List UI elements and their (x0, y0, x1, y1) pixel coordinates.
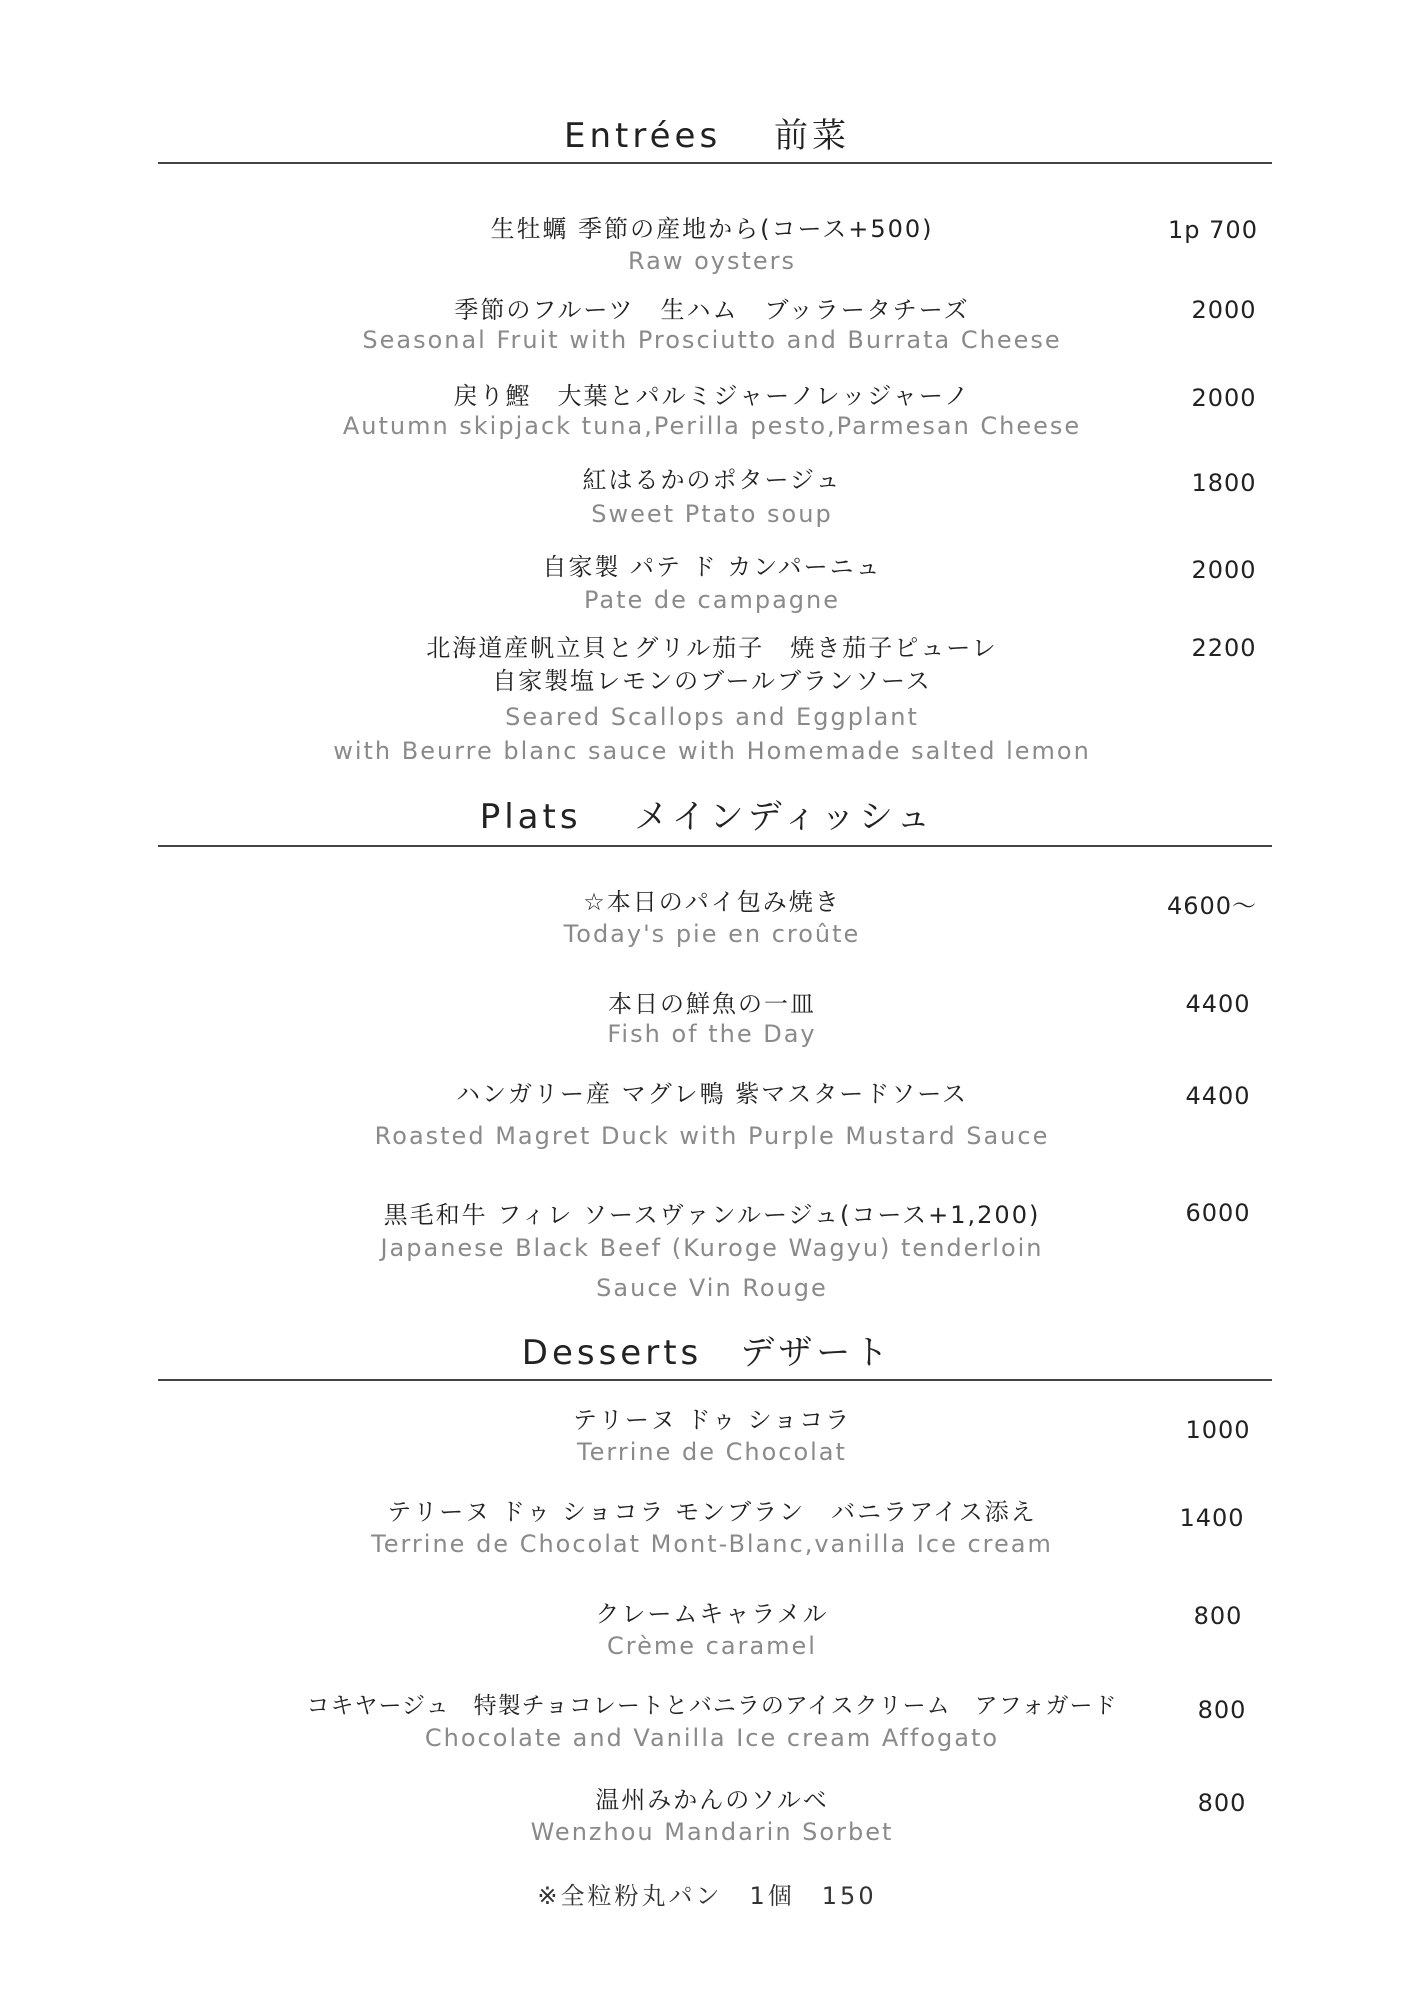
item-name-en: Roasted Magret Duck with Purple Mustard Sauce (374, 1122, 1050, 1150)
item-price: 800 (1197, 1696, 1247, 1724)
item-name-en: Autumn skipjack tuna,Perilla pesto,Parmesan Cheese (342, 412, 1082, 440)
item-name-en: Crème caramel (607, 1632, 817, 1660)
item-name-jp: 黒毛和牛 フィレ ソースヴァンルージュ(コース+1,200) (383, 1201, 1041, 1229)
item-name-jp: コキヤージュ 特製チョコレートとバニラのアイスクリーム アフォガード (306, 1693, 1118, 1719)
item-price: 2200 (1191, 634, 1257, 662)
item-name-en: Wenzhou Mandarin Sorbet (530, 1818, 894, 1846)
item-name-jp: ハンガリー産 マグレ鴨 紫マスタードソース (455, 1080, 969, 1108)
item-name-en: Today's pie en croûte (563, 920, 861, 948)
item-name-en: Terrine de Chocolat (577, 1438, 847, 1466)
item-price: 4400 (1185, 1082, 1251, 1110)
item-name-jp: 季節のフルーツ 生ハム ブッラータチーズ (454, 296, 970, 324)
item-name-jp: 生牡蠣 季節の産地から(コース+500) (490, 215, 934, 243)
item-price: 6000 (1185, 1199, 1251, 1227)
item-name-en: Seared Scallops and Eggplant (505, 703, 919, 731)
item-name-jp: テリーヌ ドゥ ショコラ モンブラン バニラアイス添え (387, 1498, 1037, 1526)
item-name-jp: 紅はるかのポタージュ (582, 466, 842, 494)
item-price: 800 (1193, 1602, 1243, 1630)
item-name-en: Seasonal Fruit with Prosciutto and Burrata Cheese (362, 326, 1062, 354)
section-title-desserts: Desserts デザート (521, 1333, 893, 1373)
item-price: 2000 (1191, 384, 1257, 412)
item-name-en-line2: Sauce Vin Rouge (596, 1274, 828, 1302)
item-price: 1800 (1191, 469, 1257, 497)
bread-note: ※全粒粉丸パン 1個 150 (537, 1882, 877, 1910)
section-divider (158, 1379, 1272, 1381)
item-price: 800 (1197, 1789, 1247, 1817)
item-price: 2000 (1191, 296, 1257, 324)
item-name-en: Terrine de Chocolat Mont-Blanc,vanilla Ice cream (371, 1530, 1053, 1558)
item-name-en: Japanese Black Beef (Kuroge Wagyu) tenderloin (380, 1234, 1044, 1262)
item-name-jp: 温州みかんのソルベ (595, 1786, 829, 1814)
item-price: 1000 (1185, 1416, 1251, 1444)
item-name-jp: 戻り鰹 大葉とパルミジャーノレッジャーノ (453, 382, 971, 410)
item-name-jp: クレームキャラメル (595, 1600, 829, 1628)
item-price: 1p 700 (1168, 216, 1258, 244)
section-divider (158, 845, 1272, 847)
item-name-jp: ☆本日のパイ包み焼き (583, 888, 841, 916)
section-title-plats: Plats メインディッシュ (479, 797, 935, 837)
item-price: 1400 (1179, 1504, 1245, 1532)
item-name-en: Sweet Ptato soup (591, 500, 833, 528)
section-title-entrees: Entrées 前菜 (564, 116, 850, 156)
item-price: 2000 (1191, 556, 1257, 584)
section-divider (158, 162, 1272, 164)
item-name-en-line2: with Beurre blanc sauce with Homemade salted lemon (333, 737, 1091, 765)
item-name-en: Chocolate and Vanilla Ice cream Affogato (424, 1724, 1000, 1752)
item-name-en: Raw oysters (627, 247, 797, 275)
item-price: 4600～ (1166, 892, 1258, 920)
item-name-en: Pate de campagne (584, 586, 840, 614)
item-name-jp: テリーヌ ドゥ ショコラ (572, 1406, 852, 1434)
item-name-jp-line2: 自家製塩レモンのブールブランソース (492, 667, 932, 695)
item-name-en: Fish of the Day (607, 1020, 817, 1048)
item-name-jp: 本日の鮮魚の一皿 (608, 990, 816, 1018)
item-price: 4400 (1185, 990, 1251, 1018)
item-name-jp: 自家製 パテ ド カンパーニュ (542, 553, 882, 581)
item-name-jp: 北海道産帆立貝とグリル茄子 焼き茄子ピューレ (426, 634, 998, 662)
